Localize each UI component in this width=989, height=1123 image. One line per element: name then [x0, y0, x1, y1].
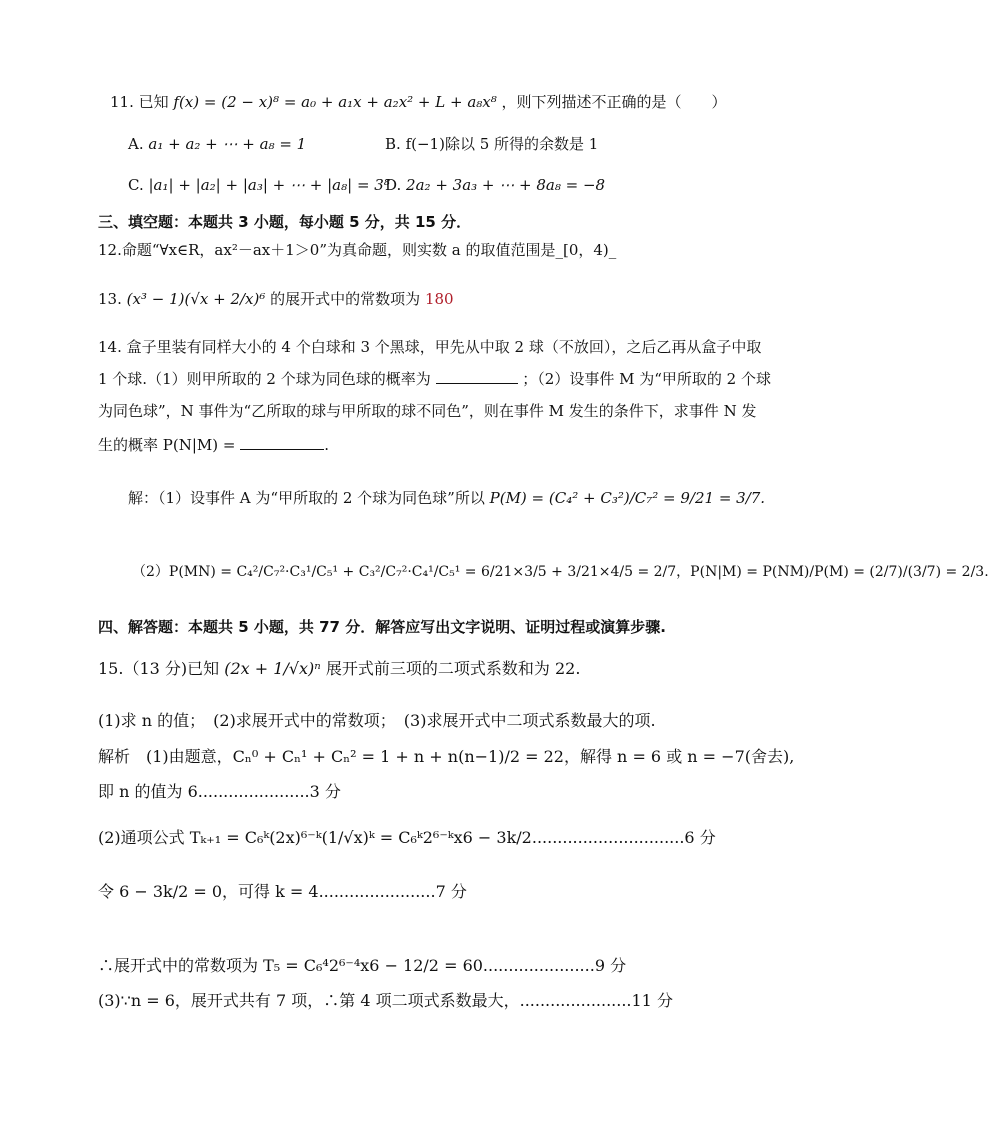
q14-solution-2: （2）P(MN) = C₄²/C₇²·C₃¹/C₅¹ + C₃²/C₇²·C₄¹/C₅¹ = 6/21×3/5 + 3/21×4/5 = 2/7，P(N|M) = P(NM)/P(M) = (2/7)/(3/7) = 2/3.: [132, 564, 989, 580]
q15-analysis-5: ∴展开式中的常数项为 T₅ = C₆⁴2⁶⁻⁴x6 − 12/2 = 60......................9 分: [98, 956, 627, 975]
q15-analysis-6: (3)∵n = 6，展开式共有 7 项，∴第 4 项二项式系数最大，......................11 分: [98, 991, 673, 1010]
q15-stem-a: 15.（13 分)已知: [98, 659, 220, 678]
q14-line-1: 14. 盒子里装有同样大小的 4 个白球和 3 个黑球，甲先从中取 2 球（不放回），之后乙再从盒子中取: [98, 338, 762, 356]
answer-blank-2[interactable]: [240, 435, 324, 450]
q14-line-2: [98, 369, 771, 389]
q11-option-a-label: A.: [128, 135, 144, 153]
q14-solution-1-text: 解：（1）设事件 A 为“甲所取的 2 个球为同色球”所以: [128, 489, 485, 507]
q14-line-4: 生的概率 P(N|M) = .: [98, 436, 330, 454]
q11-option-d-label: D.: [385, 176, 402, 194]
q12-text: 12.命题“∀x∈R，ax²－ax＋1＞0”为真命题，则实数 a 的取值范围是_[0，4)_: [98, 241, 617, 259]
q11-option-d: [385, 175, 605, 195]
q14-line-4a: 生的概率 P(N|M) =: [98, 436, 236, 454]
q14-line-3: 为同色球”，N 事件为“乙所取的球与甲所取的球不同色”，则在事件 M 发生的条件下，求事件 N 发: [98, 402, 757, 420]
q15-analysis-3: (2)通项公式 Tₖ₊₁ = C₆ᵏ(2x)⁶⁻ᵏ(1/√x)ᵏ = C₆ᵏ2⁶⁻ᵏx6 − 3k/2..............................6 分: [98, 828, 716, 847]
q13-formula: (x³ − 1)(√x + 2/x)⁶: [126, 290, 266, 308]
q11-option-d-text: 2a₂ + 3a₃ + ⋯ + 8a₈ = −8: [406, 176, 606, 194]
q11-stem: [110, 92, 727, 112]
q13-suffix: 的展开式中的常数项为: [270, 290, 421, 308]
q11-suffix: ，则下列描述不正确的是（ ）: [501, 93, 727, 111]
q13-answer: 180: [424, 290, 454, 308]
q15-analysis-2: 即 n 的值为 6......................3 分: [98, 782, 341, 801]
q11-option-c-text: |a₁| + |a₂| + |a₃| + ⋯ + |a₈| = 3⁸: [148, 176, 390, 194]
q14-line-2a: 1 个球.（1）则甲所取的 2 个球为同色球的概率为: [98, 370, 431, 388]
q11-formula: f(x) = (2 − x)⁸ = a₀ + a₁x + a₂x² + L + a₈x⁸: [173, 93, 497, 111]
q11-option-b-text: f(−1)除以 5 所得的余数是 1: [405, 135, 599, 153]
q13-prefix: 13.: [98, 290, 122, 308]
q11-option-a: [128, 134, 306, 154]
q15-stem-b: 展开式前三项的二项式系数和为 22.: [325, 659, 581, 678]
q13-line: [98, 289, 454, 309]
q11-prefix: 11. 已知: [110, 93, 169, 111]
section-3-title: 三、填空题：本题共 3 小题，每小题 5 分，共 15 分．: [98, 213, 472, 231]
q11-option-b: [385, 134, 598, 154]
q15-analysis-1: 解析 (1)由题意，Cₙ⁰ + Cₙ¹ + Cₙ² = 1 + n + n(n−1)/2 = 22，解得 n = 6 或 n = −7(舍去),: [98, 747, 795, 766]
q11-option-c: [128, 175, 390, 195]
q14-line-2b: ；（2）设事件 M 为“甲所取的 2 个球: [522, 370, 771, 388]
q11-option-b-label: B.: [385, 135, 401, 153]
q14-solution-1: [128, 488, 765, 508]
section-4-title: 四、解答题：本题共 5 小题，共 77 分．解答应写出文字说明、证明过程或演算步骤.: [98, 618, 666, 636]
q15-stem: [98, 659, 580, 679]
q15-parts: (1)求 n 的值； (2)求展开式中的常数项； (3)求展开式中二项式系数最大的项.: [98, 711, 656, 730]
q15-analysis-4: 令 6 − 3k/2 = 0，可得 k = 4.......................7 分: [98, 882, 467, 901]
q11-option-c-label: C.: [128, 176, 144, 194]
q11-option-a-text: a₁ + a₂ + ⋯ + a₈ = 1: [148, 135, 307, 153]
q14-solution-1-formula: P(M) = (C₄² + C₃²)/C₇² = 9/21 = 3/7.: [489, 489, 766, 507]
answer-blank-1[interactable]: [436, 369, 518, 384]
q15-stem-formula: (2x + 1/√x)ⁿ: [224, 659, 321, 678]
